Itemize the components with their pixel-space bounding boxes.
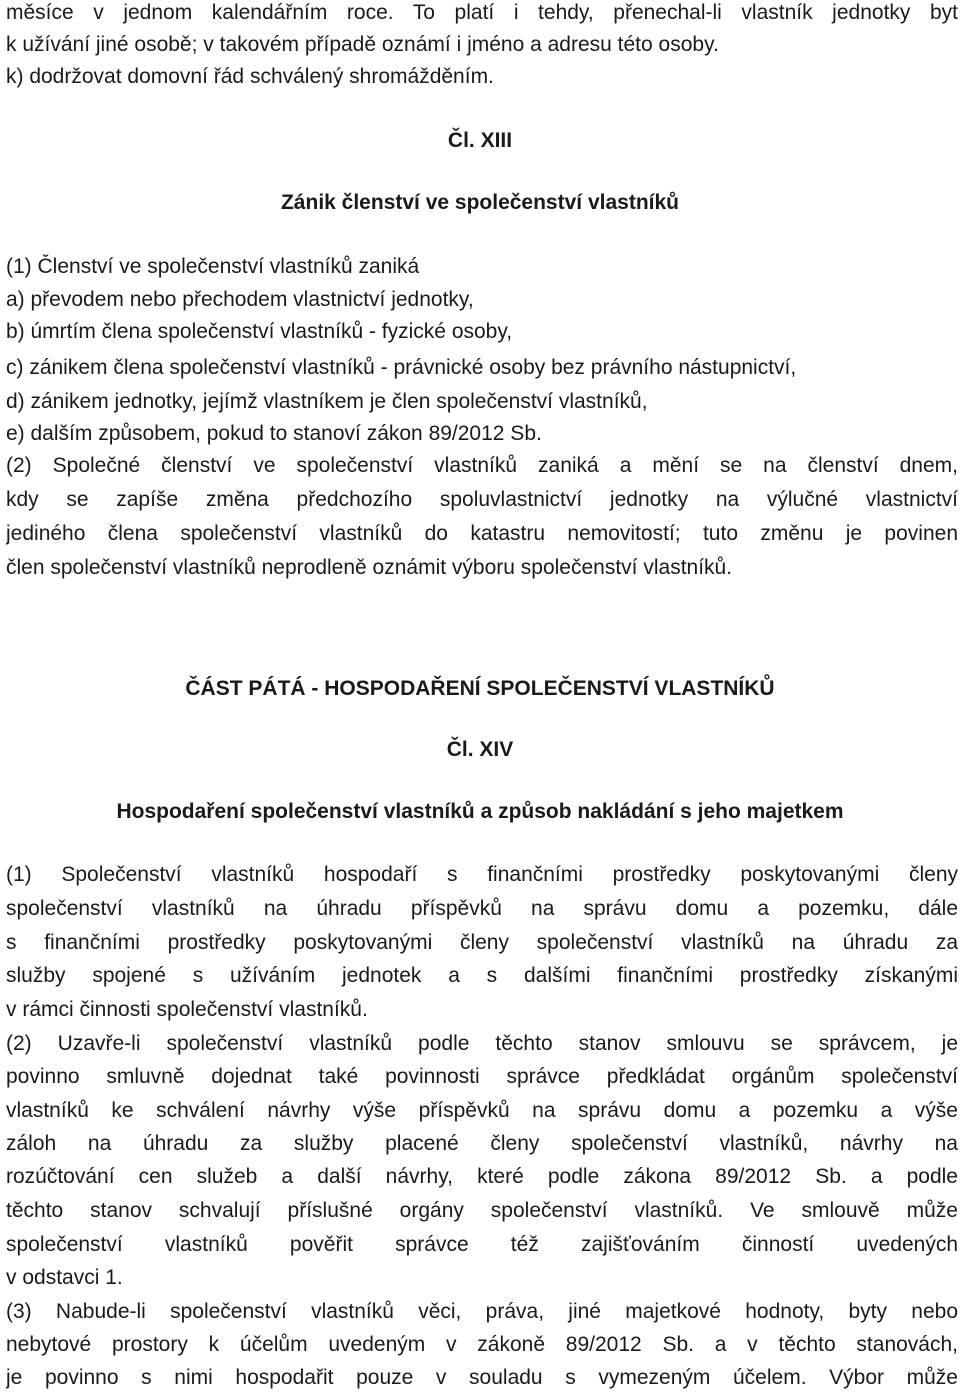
text-line: člen společenství vlastníků neprodleně oznámit výboru společenství vlastníků. bbox=[6, 556, 733, 579]
text-line: povinno smluvně dojednat také povinnosti správce předkládat orgánům společenství bbox=[6, 1065, 958, 1088]
text-line: k) dodržovat domovní řád schválený shromážděním. bbox=[6, 65, 494, 88]
text-line: (2) Uzavře-li společenství vlastníků podle těchto stanov smlouvu se správcem, je bbox=[6, 1032, 958, 1055]
text-line: kdy se zapíše změna předchozího spoluvlastnictví jednotky na výlučné vlastnictví bbox=[6, 488, 958, 511]
part-heading: ČÁST PÁTÁ - HOSPODAŘENÍ SPOLEČENSTVÍ VLASTNÍKŮ bbox=[185, 677, 775, 700]
text-line: jediného člena společenství vlastníků do katastru nemovitostí; tuto změnu je povinen bbox=[6, 522, 958, 545]
text-line: s finančními prostředky poskytovanými členy společenství vlastníků na úhradu za bbox=[6, 931, 958, 954]
text-line: nebytové prostory k účelům uvedeným v zákoně 89/2012 Sb. a v těchto stanovách, bbox=[6, 1333, 958, 1356]
text-line: (1) Členství ve společenství vlastníků zaniká bbox=[6, 255, 420, 278]
text-line: e) dalším způsobem, pokud to stanoví zákon 89/2012 Sb. bbox=[6, 422, 542, 445]
text-line: (1) Společenství vlastníků hospodaří s finančními prostředky poskytovanými členy bbox=[6, 863, 958, 886]
text-line: (2) Společné členství ve společenství vlastníků zaniká a mění se na členství dnem, bbox=[6, 454, 958, 477]
text-line: záloh na úhradu za služby placené členy společenství vlastníků, návrhy na bbox=[6, 1132, 958, 1155]
text-line: b) úmrtím člena společenství vlastníků - fyzické osoby, bbox=[6, 320, 513, 343]
text-line: společenství vlastníků na úhradu příspěvků na správu domu a pozemku, dále bbox=[6, 897, 958, 920]
text-line: c) zánikem člena společenství vlastníků - právnické osoby bez právního nástupnictví, bbox=[6, 356, 797, 379]
text-line: k užívání jiné osobě; v takovém případě oznámí i jméno a adresu této osoby. bbox=[6, 33, 719, 56]
article-number: Čl. XIV bbox=[446, 738, 514, 761]
text-line: těchto stanov schvalují příslušné orgány společenství vlastníků. Ve smlouvě může bbox=[6, 1199, 958, 1222]
text-line: a) převodem nebo přechodem vlastnictví jednotky, bbox=[6, 288, 474, 311]
text-line: společenství vlastníků pověřit správce též zajišťováním činností uvedených bbox=[6, 1233, 958, 1256]
article-title: Zánik členství ve společenství vlastníků bbox=[280, 191, 679, 214]
text-line: vlastníků ke schválení návrhy výše příspěvků na správu domu a pozemku a výše bbox=[6, 1099, 958, 1122]
text-line: služby spojené s užíváním jednotek a s dalšími finančními prostředky získanými bbox=[6, 964, 958, 987]
text-line: (3) Nabude-li společenství vlastníků věci, práva, jiné majetkové hodnoty, byty nebo bbox=[6, 1300, 958, 1323]
text-line: rozúčtování cen služeb a další návrhy, které podle zákona 89/2012 Sb. a podle bbox=[6, 1165, 958, 1188]
text-line: v odstavci 1. bbox=[6, 1266, 123, 1289]
text-line: je povinno s nimi hospodařit pouze v souladu s vymezeným účelem. Výbor může bbox=[6, 1366, 958, 1389]
article-number: Čl. XIII bbox=[447, 129, 513, 152]
text-line: měsíce v jednom kalendářním roce. To platí i tehdy, přenechal-li vlastník jednotky byt bbox=[6, 1, 958, 24]
article-title: Hospodaření společenství vlastníků a způsob nakládání s jeho majetkem bbox=[116, 800, 844, 823]
text-line: v rámci činnosti společenství vlastníků. bbox=[6, 998, 368, 1021]
text-line: d) zánikem jednotky, jejímž vlastníkem je člen společenství vlastníků, bbox=[6, 390, 648, 413]
